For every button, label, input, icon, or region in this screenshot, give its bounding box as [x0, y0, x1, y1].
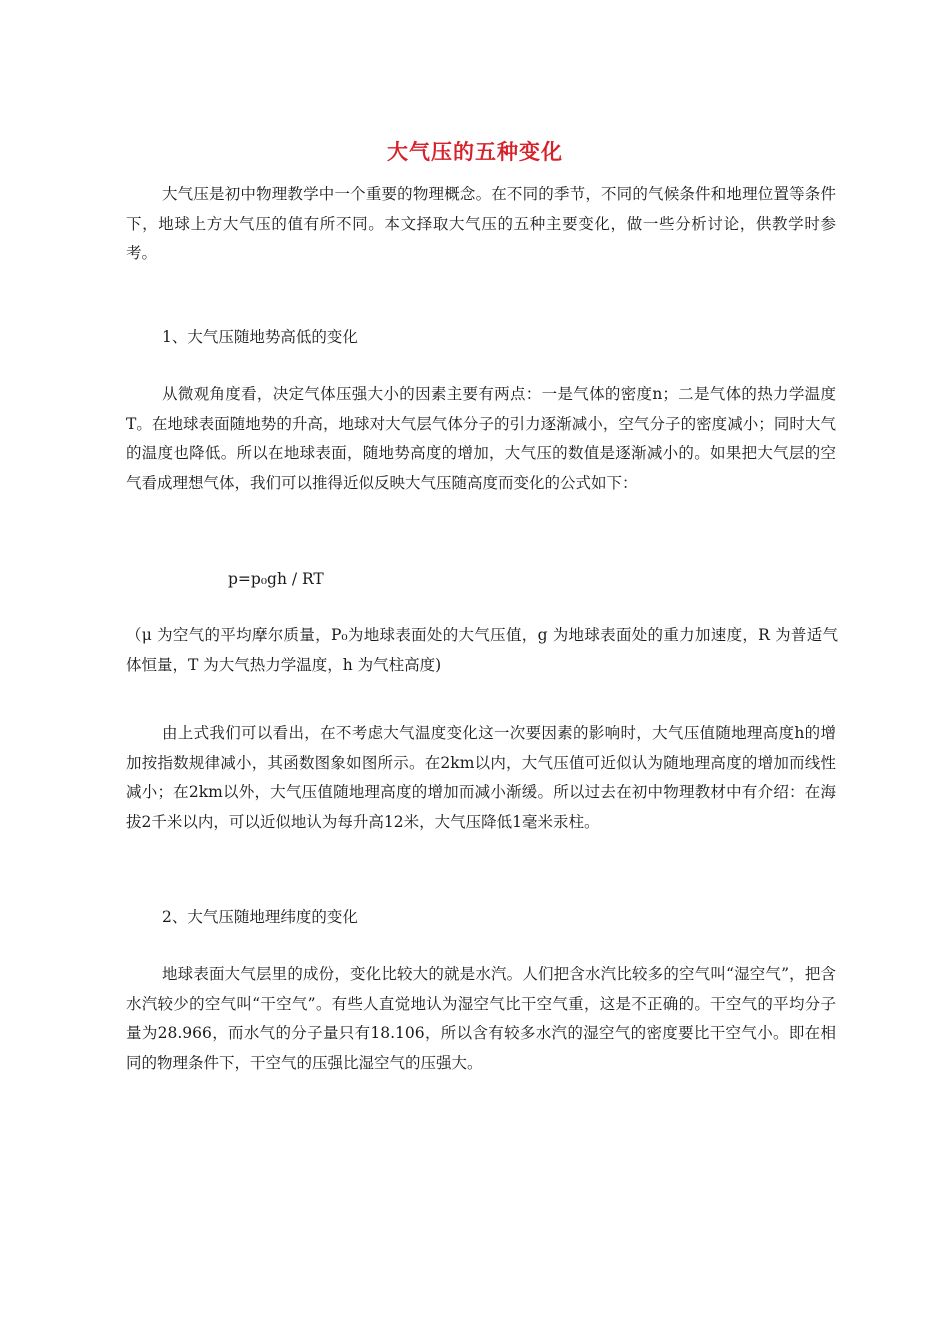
section-1-paragraph-2: 由上式我们可以看出，在不考虑大气温度变化这一次要因素的影响时，大气压值随地理高度h的增加按指数规律减小，其函数图象如图所示。在2km以内，大气压值可近似认为随地理高度的增加而线性减小；在2km以外，大气压值随地理高度的增加而减小渐缓。所以过去在初中物理教材中有介绍：在海拔2千米以内，可以近似地认为每升高12米，大气压降低1毫米汞柱。: [126, 724, 836, 831]
section-2-heading: 2、大气压随地理纬度的变化: [162, 908, 358, 926]
section-2-paragraph-1: 地球表面大气层里的成份，变化比较大的就是水汽。人们把含水汽比较多的空气叫“湿空气”，把含水汽较少的空气叫“干空气”。有些人直觉地认为湿空气比干空气重，这是不正确的。干空气的平均分子量为28.966，而水气的分子量只有18.106，所以含有较多水汽的湿空气的密度要比干空气小。即在相同的物理条件下，干空气的压强比湿空气的压强大。: [126, 965, 836, 1072]
pressure-formula: p=p₀gh / RT: [228, 570, 324, 588]
section-1-paragraph-1: 从微观角度看，决定气体压强大小的因素主要有两点：一是气体的密度n；二是气体的热力学温度T。在地球表面随地势的升高，地球对大气层气体分子的引力逐渐减小，空气分子的密度减小；同时大气的温度也降低。所以在地球表面，随地势高度的增加，大气压的数值是逐渐减小的。如果把大气层的空气看成理想气体，我们可以推得近似反映大气压随高度而变化的公式如下：: [126, 385, 836, 492]
section-1-heading: 1、大气压随地势高低的变化: [162, 328, 358, 346]
intro-paragraph: 大气压是初中物理教学中一个重要的物理概念。在不同的季节，不同的气候条件和地理位置等条件下，地球上方大气压的值有所不同。本文择取大气压的五种主要变化，做一些分析讨论，供教学时参考。: [126, 185, 836, 262]
formula-note: （μ 为空气的平均摩尔质量，P₀为地球表面处的大气压值，g 为地球表面处的重力加速度，R 为普适气体恒量，T 为大气热力学温度，h 为气柱高度): [126, 626, 838, 674]
document-title: 大气压的五种变化: [387, 140, 563, 164]
